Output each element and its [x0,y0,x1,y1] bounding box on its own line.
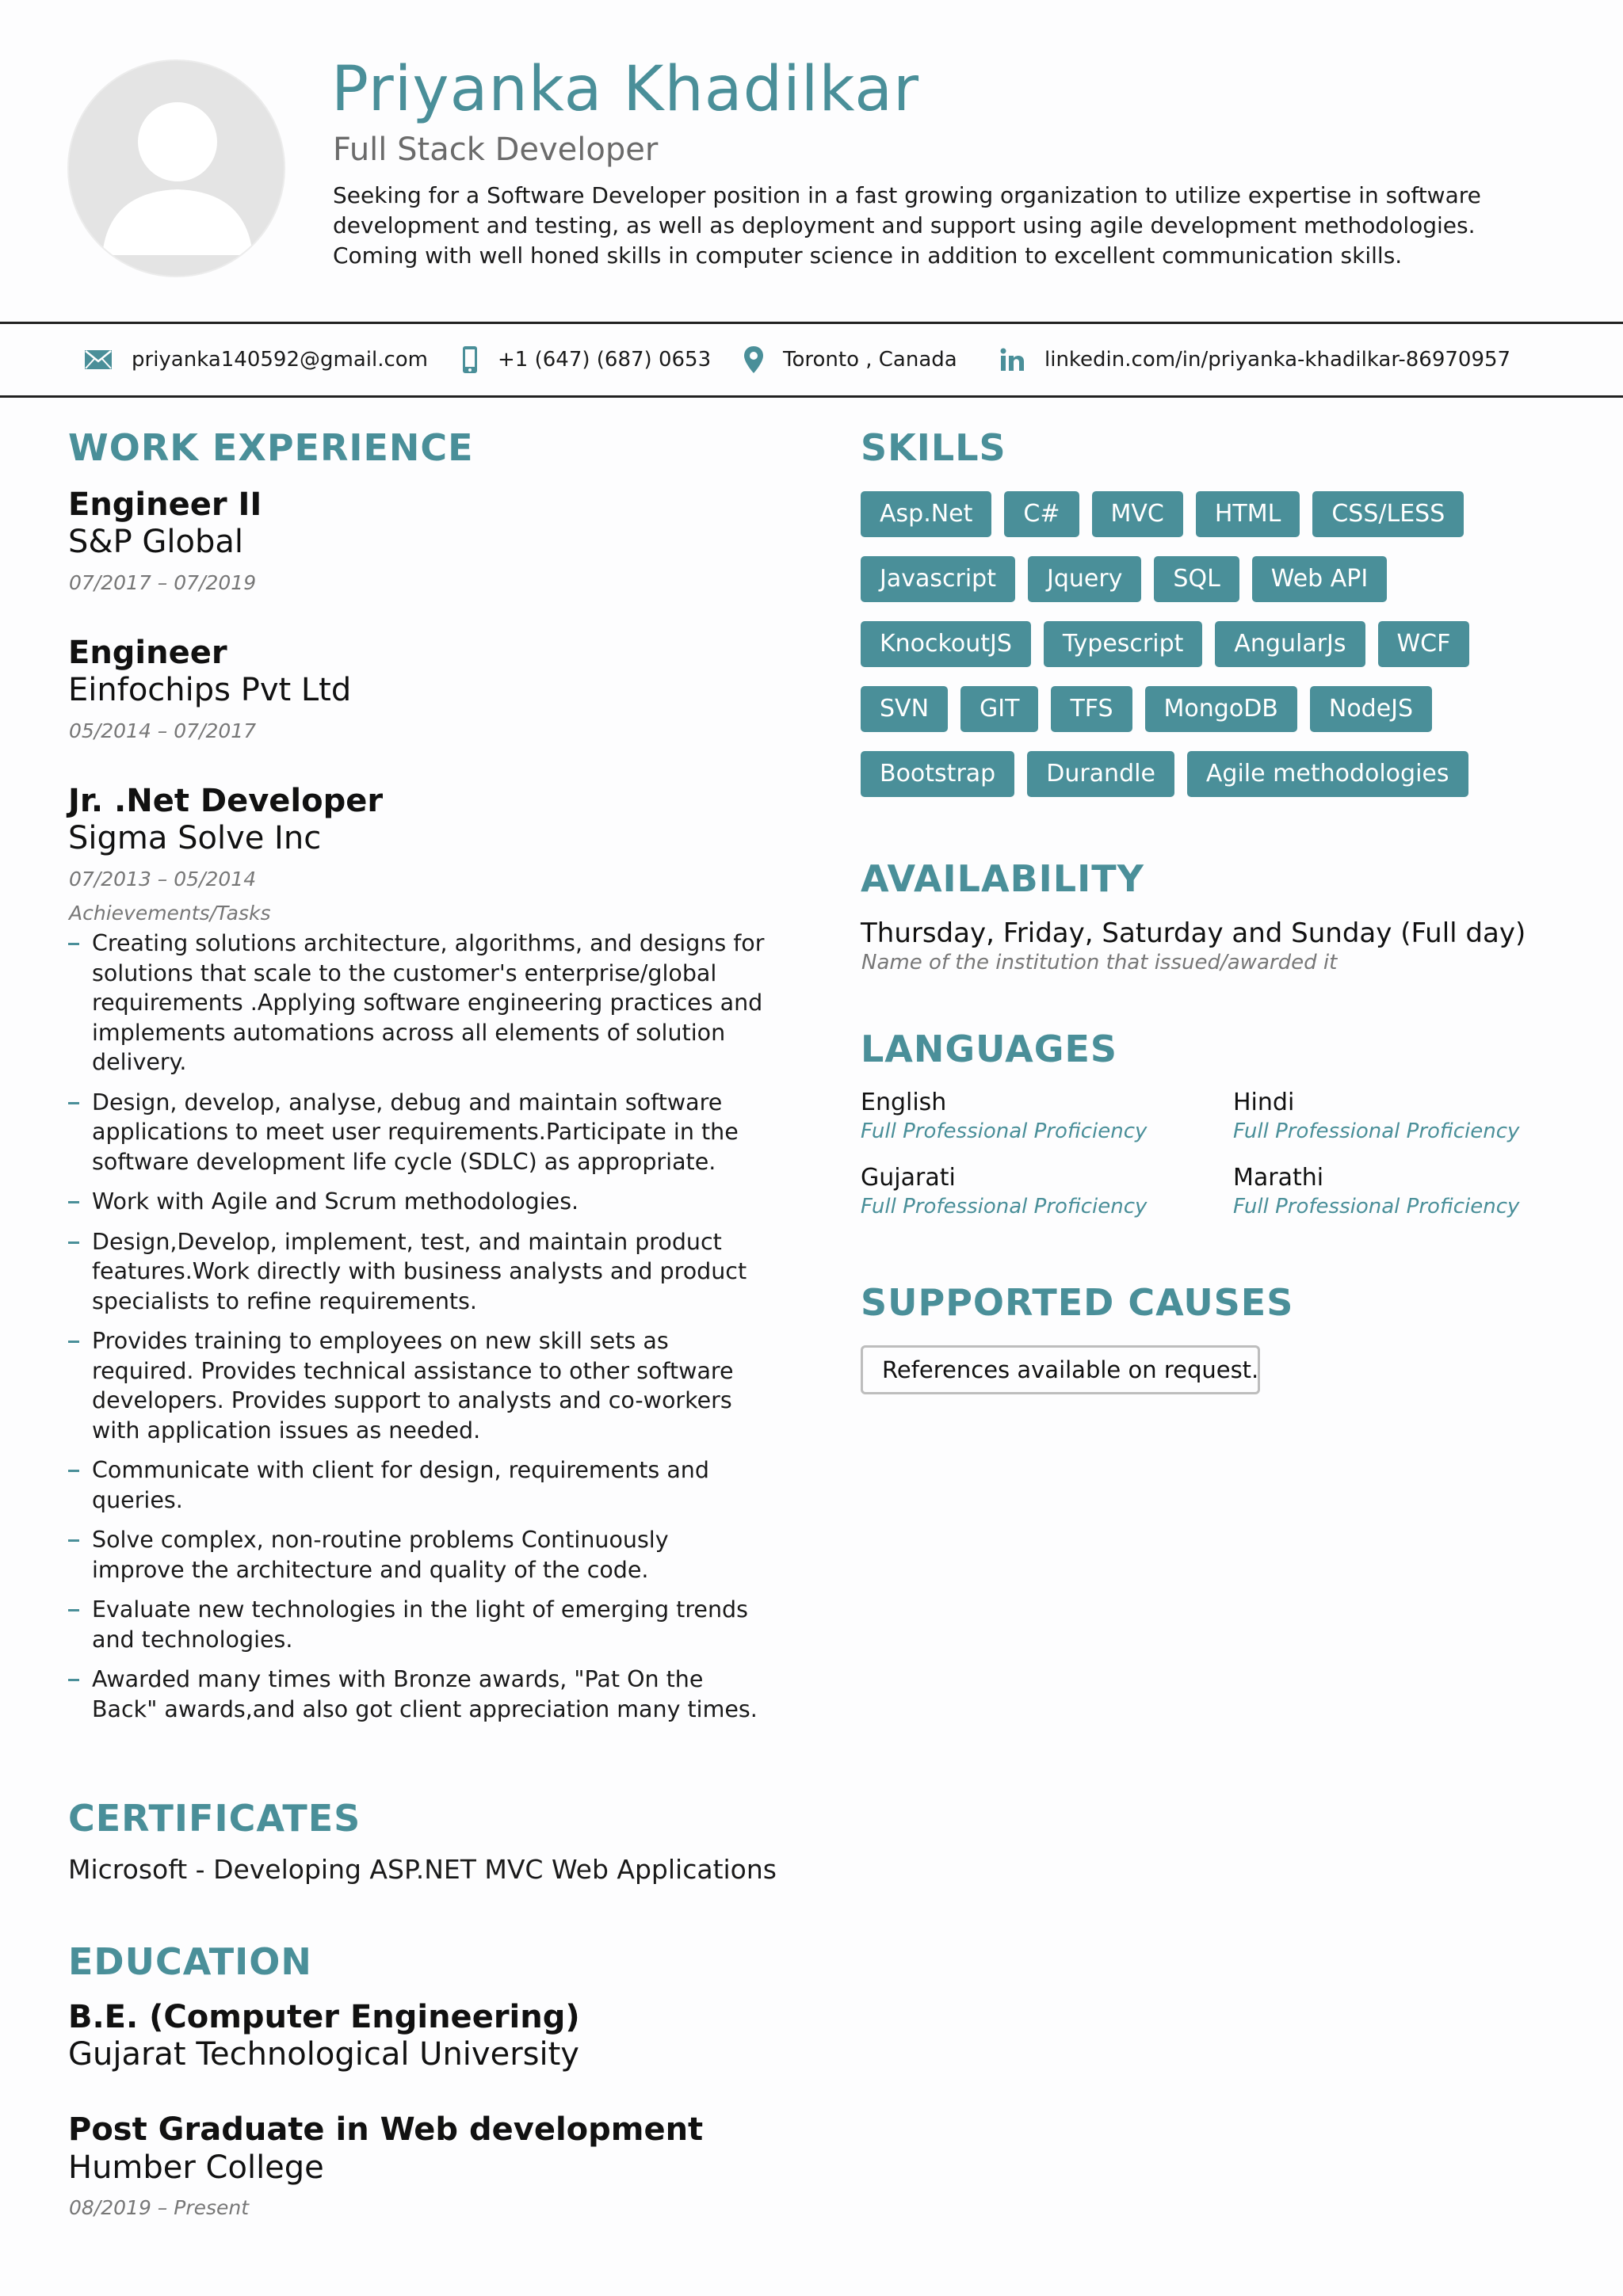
person-silhouette-icon [69,61,285,277]
job-dates: 07/2013 – 05/2014 [69,868,257,891]
skill-tag: TFS [1051,686,1132,732]
education-school: Humber College [68,2149,324,2186]
languages-heading: LANGUAGES [861,1028,1118,1070]
language-level: Full Professional Proficiency [861,1119,1148,1143]
skill-tag: WCF [1378,621,1470,667]
linkedin-text: linkedin.com/in/priyanka-khadilkar-86970957 [1044,348,1511,372]
skill-tag: MVC [1092,491,1183,537]
skills-row [861,751,1574,797]
list-item: Creating solutions architecture, algorithms, and designs for solutions that scale to the customer's enterprise/global requirements .Applying software engineering practices and implements automations across all elements of solution delivery. [68,929,766,1077]
list-item: Awarded many times with Bronze awards, "Pat On the Back" awards,and also got client appreciation many times. [68,1665,766,1724]
contact-linkedin[interactable] [1000,324,1510,395]
skill-tag: AngularJs [1215,621,1365,667]
skill-tag: Typescript [1044,621,1203,667]
job-company: S&P Global [68,524,244,560]
job-company: Sigma Solve Inc [68,820,322,856]
language-level: Full Professional Proficiency [1233,1195,1520,1219]
skills-list [861,491,1574,816]
list-item: Design,Develop, implement, test, and maintain product features.Work directly with business analysts and product specialists to refine requirements. [68,1227,766,1317]
skill-tag: C# [1004,491,1079,537]
linkedin-icon [1000,348,1025,372]
language-name: Marathi [1233,1164,1324,1192]
skill-tag: Bootstrap [861,751,1014,797]
contact-phone[interactable] [461,324,711,395]
skills-row [861,621,1574,667]
education-degree: B.E. (Computer Engineering) [68,1999,580,2035]
availability-subtext: Name of the institution that issued/awarded it [861,951,1338,974]
skill-tag: Durandle [1027,751,1174,797]
phone-icon [461,345,479,374]
list-item: Work with Agile and Scrum methodologies. [68,1187,766,1217]
candidate-name: Priyanka Khadilkar [331,54,920,125]
skills-row [861,686,1574,732]
cause-item: References available on request. [861,1345,1260,1394]
job-dates: 07/2017 – 07/2019 [69,571,257,594]
contact-bar [0,322,1623,398]
supported-causes-heading: SUPPORTED CAUSES [861,1281,1294,1324]
summary-text: Seeking for a Software Developer position in a fast growing organization to utilize expertise in software development and testing, as well as deployment and support using agile development methodologies. Coming with well honed skills in computer science in addition to excellent communication skills. [333,182,1481,269]
phone-text: +1 (647) (687) 0653 [498,348,712,372]
education-heading: EDUCATION [68,1940,312,1983]
education-dates: 08/2019 – Present [69,2196,250,2219]
skill-tag: Jquery [1028,556,1141,602]
language-item [1233,1164,1519,1219]
language-name: Hindi [1233,1089,1295,1116]
job-dates: 05/2014 – 07/2017 [69,719,257,742]
contact-location [743,324,957,395]
achievements-list [68,929,766,1734]
language-name: Gujarati [861,1164,956,1192]
envelope-icon [84,349,113,371]
language-item [1233,1089,1519,1143]
language-level: Full Professional Proficiency [1233,1119,1520,1143]
list-item: Communicate with client for design, requirements and queries. [68,1455,766,1515]
skill-tag: HTML [1196,491,1300,537]
contact-email[interactable] [84,324,428,395]
availability-value: Thursday, Friday, Saturday and Sunday (Full day) [861,917,1526,949]
skill-tag: Agile methodologies [1187,751,1468,797]
skills-heading: SKILLS [861,426,1006,469]
list-item: Design, develop, analyse, debug and maintain software applications to meet user requirements.Participate in the software development life cycle (SDLC) as appropriate. [68,1088,766,1177]
certificates-heading: CERTIFICATES [68,1797,361,1840]
skills-row [861,491,1574,537]
location-text: Toronto , Canada [783,348,957,372]
skills-row [861,556,1574,602]
email-text: priyanka140592@gmail.com [132,348,429,372]
job-title: Engineer [68,635,227,671]
job-company: Einfochips Pvt Ltd [68,672,352,708]
education-degree: Post Graduate in Web development [68,2111,704,2148]
achievements-label: Achievements/Tasks [69,902,271,925]
skill-tag: MongoDB [1145,686,1297,732]
availability-heading: AVAILABILITY [861,857,1144,900]
skill-tag: GIT [960,686,1038,732]
candidate-role: Full Stack Developer [333,132,659,168]
education-school: Gujarat Technological University [68,2036,579,2073]
certificate-item: Microsoft - Developing ASP.NET MVC Web Applications [68,1854,777,1885]
skill-tag: KnockoutJS [861,621,1031,667]
map-pin-icon [743,345,764,374]
job-title: Jr. .Net Developer [68,783,384,819]
list-item: Provides training to employees on new skill sets as required. Provides technical assistance to other software developers. Provides support to analysts and co-workers with application issues as needed. [68,1326,766,1445]
avatar [67,59,285,277]
language-name: English [861,1089,947,1116]
skill-tag: SQL [1154,556,1239,602]
skill-tag: Asp.Net [861,491,991,537]
list-item: Solve complex, non-routine problems Continuously improve the architecture and quality of the code. [68,1525,766,1585]
work-experience-heading: WORK EXPERIENCE [68,426,474,469]
skill-tag: SVN [861,686,948,732]
skill-tag: Javascript [861,556,1015,602]
job-title: Engineer II [68,486,262,523]
skill-tag: NodeJS [1310,686,1432,732]
language-item [861,1089,1147,1143]
list-item: Evaluate new technologies in the light of emerging trends and technologies. [68,1595,766,1654]
language-item [861,1164,1147,1219]
skill-tag: CSS/LESS [1312,491,1464,537]
language-level: Full Professional Proficiency [861,1195,1148,1219]
skill-tag: Web API [1252,556,1387,602]
